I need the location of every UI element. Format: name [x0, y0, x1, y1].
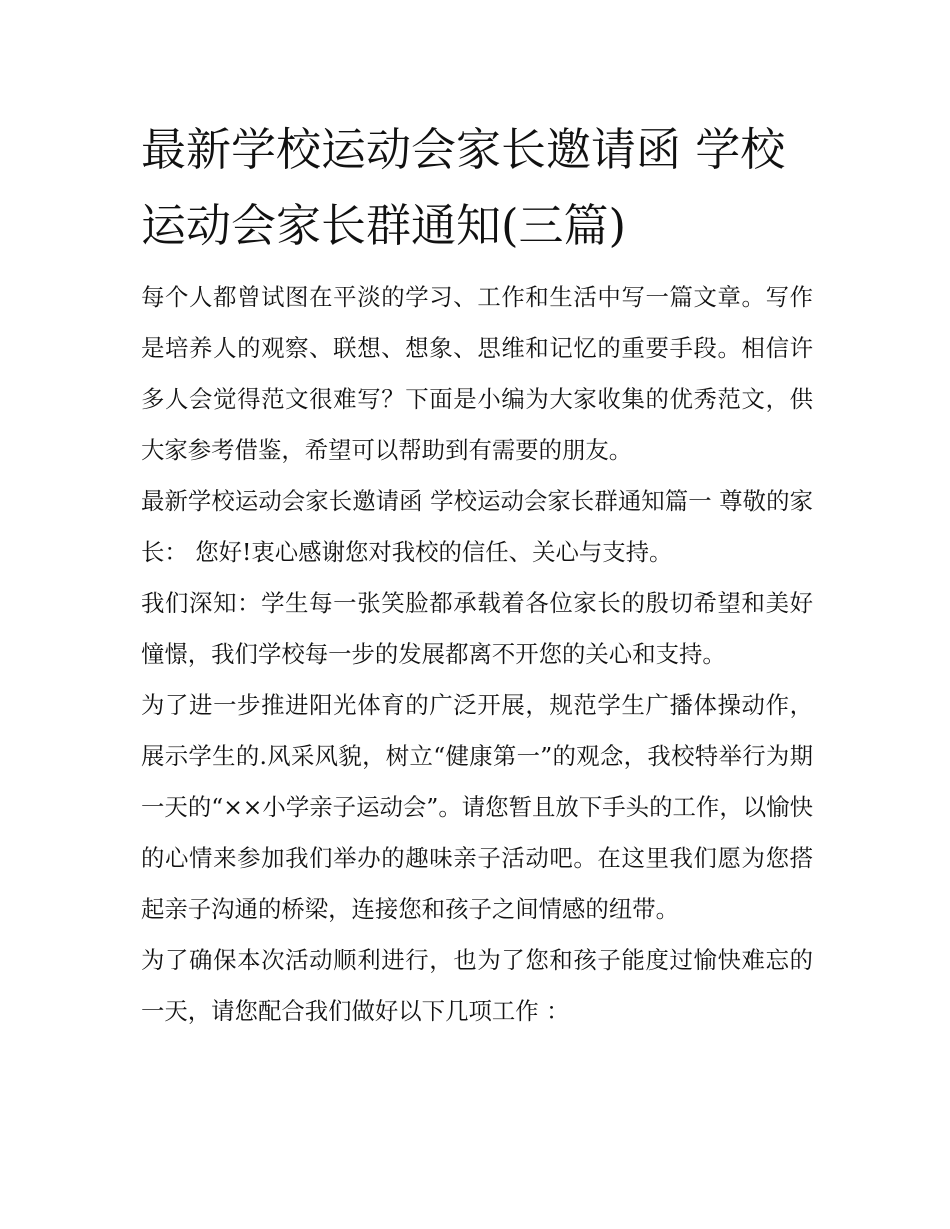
document-title: 最新学校运动会家长邀请函 学校运动会家长群通知(三篇) [141, 123, 786, 252]
greeting-paragraph: 最新学校运动会家长邀请函 学校运动会家长群通知篇一 尊敬的家长： 您好!衷心感谢您对我校的信任、关心与支持。 [141, 487, 813, 566]
body-paragraph: 为了进一步推进阳光体育的广泛开展，规范学生广播体操动作，展示学生的.风采风貌，树立“健康第一”的观念，我校特举行为期一天的“××小学亲子运动会”。请您暂且放下手头的工作，以愉快的心情来参加我们举办的趣味亲子活动吧。在这里我们愿为您搭起亲子沟通的桥梁，连接您和孩子之间情感的纽带。 [141, 691, 813, 923]
document-body [141, 112, 813, 1037]
body-paragraph: 为了确保本次活动顺利进行，也为了您和孩子能度过愉快难忘的一天，请您配合我们做好以下几项工作 ： [141, 946, 813, 1025]
intro-paragraph: 每个人都曾试图在平淡的学习、工作和生活中写一篇文章。写作是培养人的观察、联想、想象、思维和记忆的重要手段。相信许多人会觉得范文很难写？下面是小编为大家收集的优秀范文，供大家参考借鉴，希望可以帮助到有需要的朋友。 [141, 283, 813, 464]
body-paragraph: 我们深知：学生每一张笑脸都承载着各位家长的殷切希望和美好憧憬，我们学校每一步的发展都离不开您的关心和支持。 [141, 589, 813, 668]
